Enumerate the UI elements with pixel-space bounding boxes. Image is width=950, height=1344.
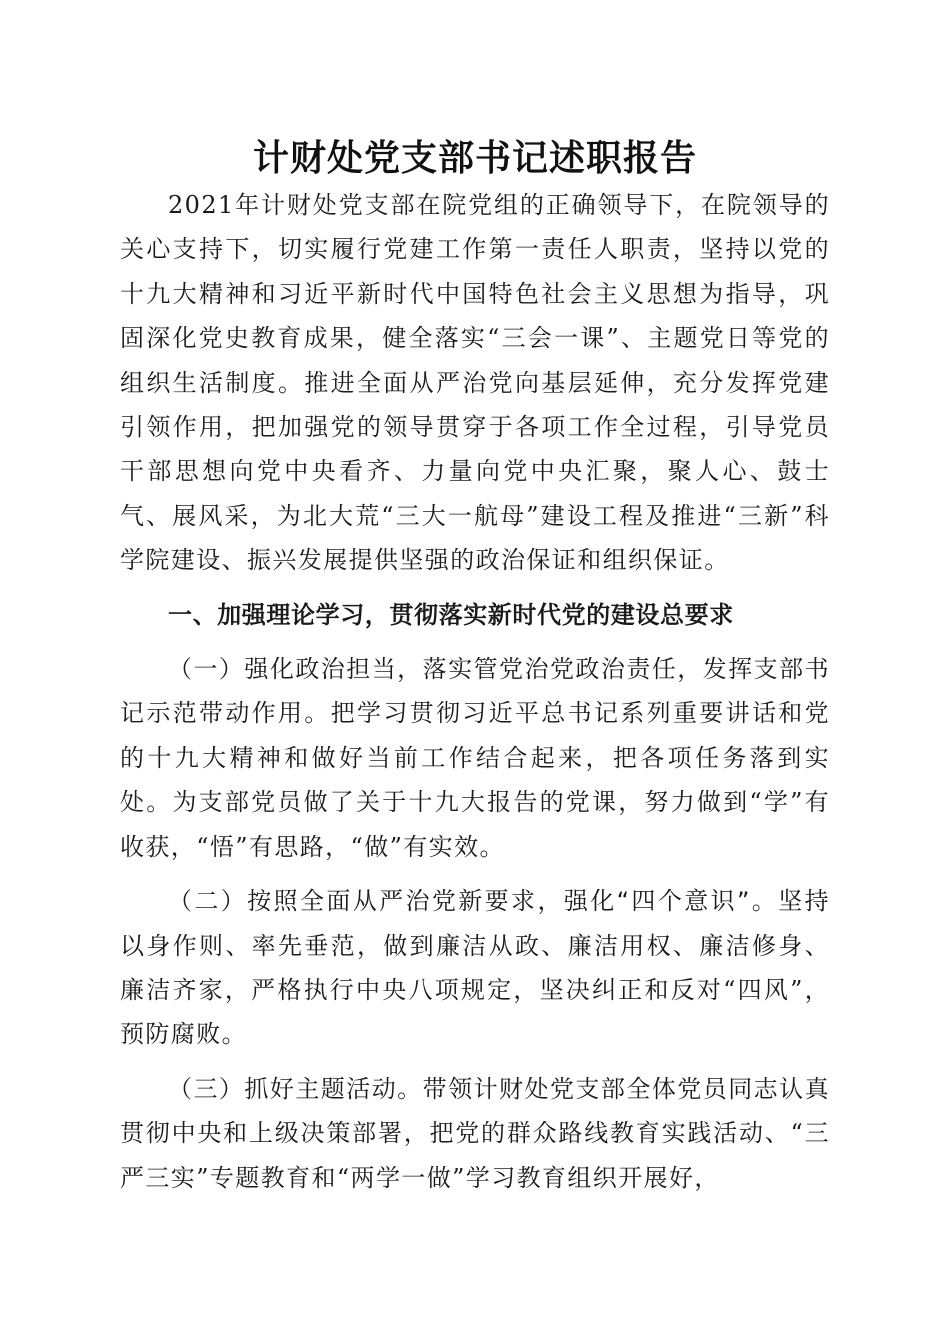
document-title: 计财处党支部书记述职报告 <box>252 137 697 179</box>
section-item-1 <box>120 647 830 869</box>
section-heading: 一、加强理论学习，贯彻落实新时代党的建设总要求 <box>168 600 734 629</box>
item-text: 坚持以身作则、率先垂范，做到廉洁从政、廉洁用权、廉洁修身、廉洁齐家，严格执行中央八项规定，坚决纠正和反对“四风”，预防腐败。 <box>120 887 830 1049</box>
item-text: 把学习贯彻习近平总书记系列重要讲话和党的十九大精神和做好当前工作结合起来，把各项任务落到实处。为支部党员做了关于十九大报告的党课，努力做到“学”有收获，“悟”有思路，“做”有实效。 <box>120 699 830 861</box>
section-item-3 <box>120 1067 830 1200</box>
document-body <box>120 183 830 1200</box>
intro-paragraph: 2021年计财处党支部在院党组的正确领导下，在院领导的关心支持下，切实履行党建工作第一责任人职责，坚持以党的十九大精神和习近平新时代中国特色社会主义思想为指导，巩固深化党史教育成果，健全落实“三会一课”、主题党日等党的组织生活制度。推进全面从严治党向基层延伸，充分发挥党建引领作用，把加强党的领导贯穿于各项工作全过程，引导党员干部思想向党中央看齐、力量向党中央汇聚，聚人心、鼓士气、展风采，为北大荒“三大一航母”建设工程及推进“三新”科学院建设、振兴发展提供坚强的政治保证和组织保证。 <box>120 191 830 575</box>
item-lead: （一）强化政治担当，落实管党治党政治责任，发挥支部书记示范带动作用。 <box>120 655 830 728</box>
section-item-2 <box>120 879 830 1057</box>
item-lead: （二）按照全面从严治党新要求，强化“四个意识”。 <box>168 887 779 916</box>
item-text: 带领计财处党支部全体党员同志认真贯彻中央和上级决策部署，把党的群众路线教育实践活动、“三严三实”专题教育和“两学一做”学习教育组织开展好， <box>120 1074 830 1192</box>
item-lead: （三）抓好主题活动。 <box>168 1074 423 1103</box>
